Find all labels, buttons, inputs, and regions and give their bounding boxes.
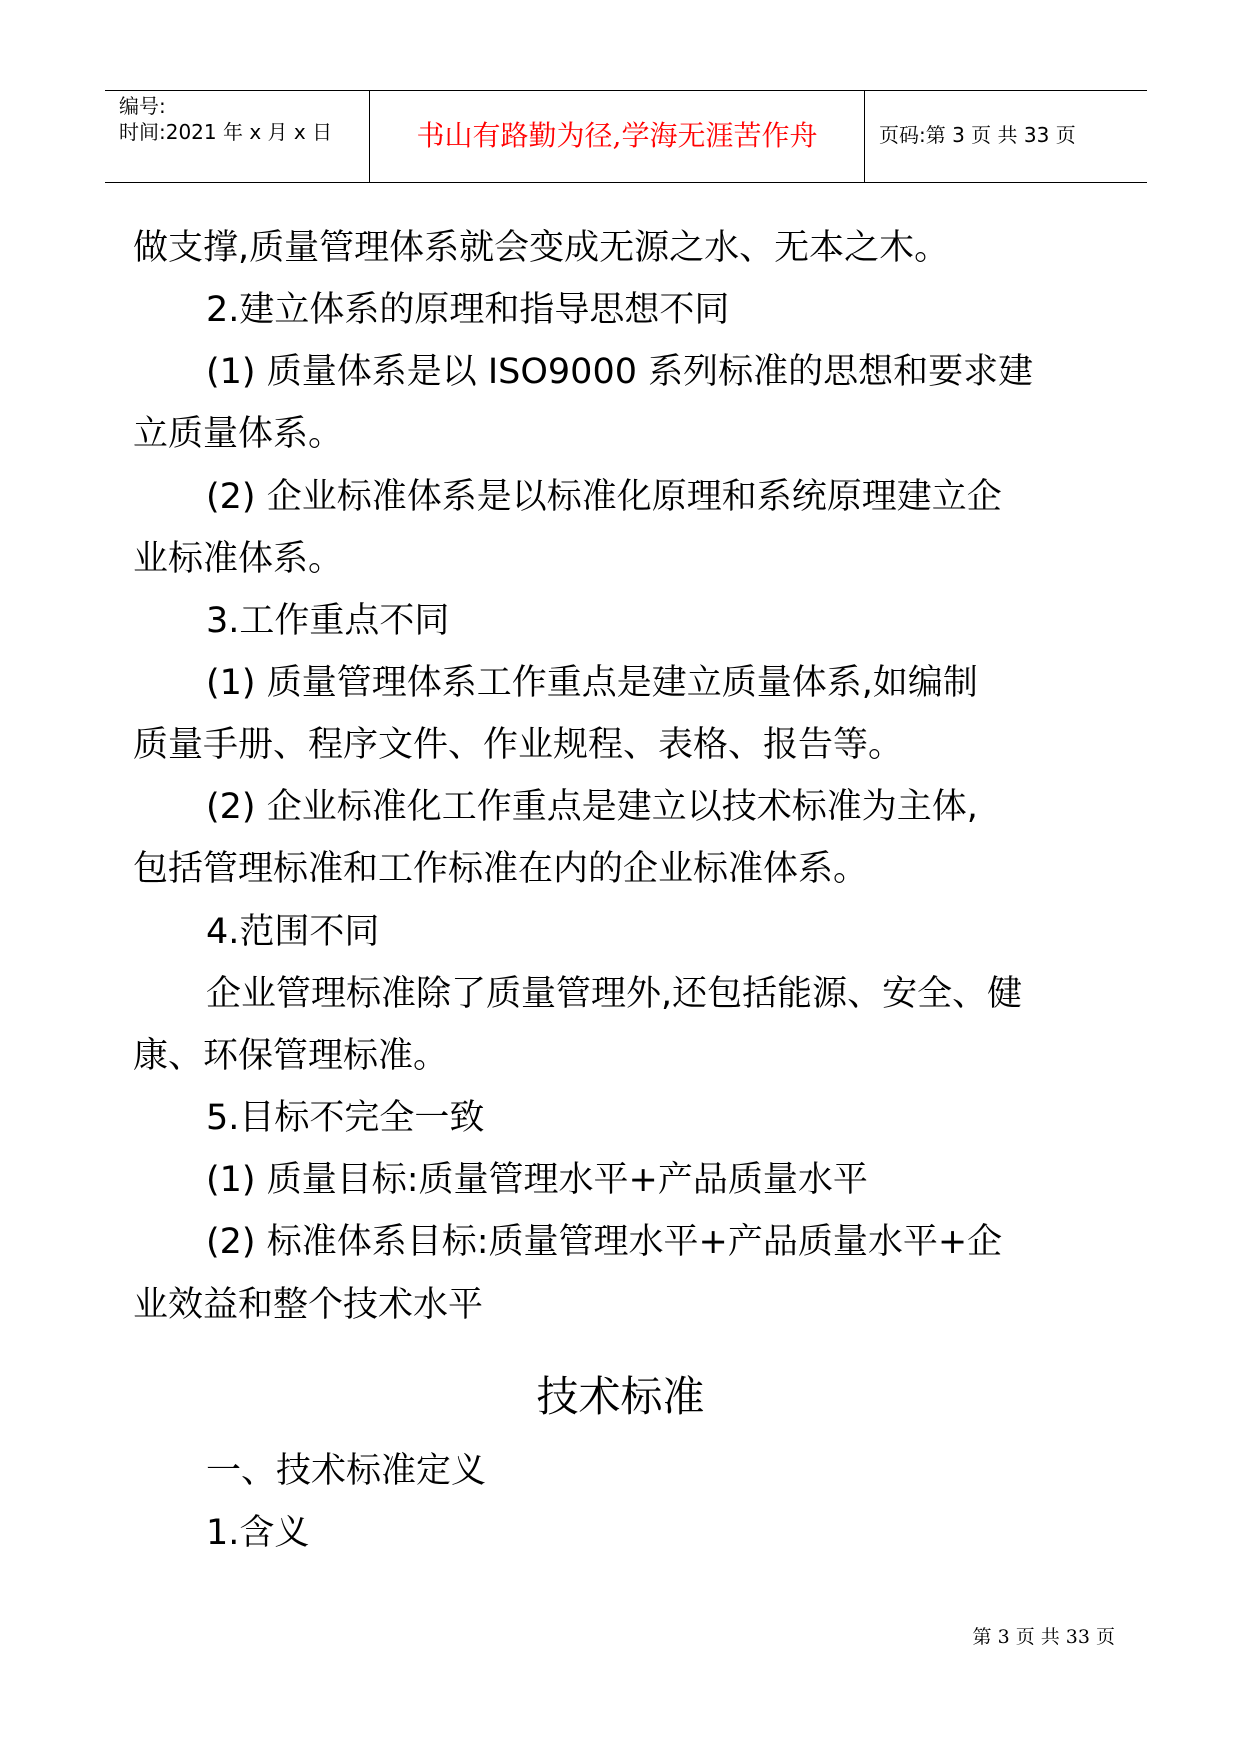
body-line: (2) 标准体系目标:质量管理水平+产品质量水平+企 xyxy=(206,1222,1003,1262)
body-line: 3.工作重点不同 xyxy=(206,601,450,641)
body-line: 康、环保管理标准。 xyxy=(133,1036,449,1076)
body-line: (1) 质量管理体系工作重点是建立质量体系,如编制 xyxy=(206,663,978,703)
body-line: 质量手册、程序文件、作业规程、表格、报告等。 xyxy=(133,725,904,765)
body-line: 业标准体系。 xyxy=(133,539,344,579)
section-title: 技术标准 xyxy=(536,1372,705,1421)
body-line: (2) 企业标准体系是以标准化原理和系统原理建立企 xyxy=(206,477,1002,517)
document-number-label: 编号: xyxy=(119,94,166,118)
body-line: (2) 企业标准化工作重点是建立以技术标准为主体, xyxy=(206,787,978,827)
body-line: 5.目标不完全一致 xyxy=(206,1098,485,1138)
page-footer: 第 3 页 共 33 页 xyxy=(972,1626,1115,1648)
subsection-heading: 一、技术标准定义 xyxy=(206,1451,487,1491)
header-motto-cell xyxy=(370,91,865,182)
document-time-label: 时间:2021 年 x 月 x 日 xyxy=(119,120,333,144)
header-page-cell xyxy=(865,91,1147,182)
body-line: 4.范围不同 xyxy=(206,912,380,952)
body-line: 2.建立体系的原理和指导思想不同 xyxy=(206,290,730,330)
header-info-cell xyxy=(105,91,370,182)
body-line: (1) 质量体系是以 ISO9000 系列标准的思想和要求建 xyxy=(206,352,1034,392)
header-motto: 书山有路勤为径,学海无涯苦作舟 xyxy=(416,119,818,152)
body-line: 企业管理标准除了质量管理外,还包括能源、安全、健 xyxy=(206,974,1023,1014)
body-line: 业效益和整个技术水平 xyxy=(133,1285,484,1325)
body-line: (1) 质量目标:质量管理水平+产品质量水平 xyxy=(206,1160,868,1200)
page-header xyxy=(105,90,1147,183)
body-line: 包括管理标准和工作标准在内的企业标准体系。 xyxy=(133,849,869,889)
body-line: 做支撑,质量管理体系就会变成无源之水、无本之木。 xyxy=(133,228,950,268)
item-heading: 1.含义 xyxy=(206,1513,310,1553)
body-line: 立质量体系。 xyxy=(133,414,344,454)
header-page-number: 页码:第 3 页 共 33 页 xyxy=(879,123,1076,147)
